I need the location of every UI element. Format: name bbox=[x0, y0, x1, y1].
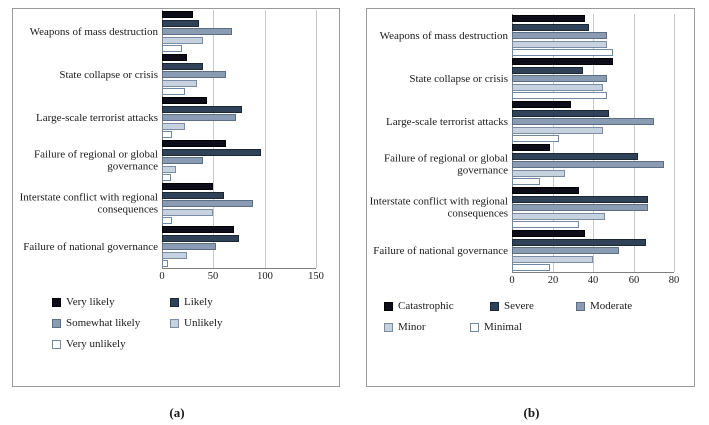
bar bbox=[512, 75, 607, 82]
bar bbox=[512, 256, 593, 263]
panel-b-caption: (b) bbox=[523, 405, 540, 420]
legend-item bbox=[384, 321, 456, 333]
bar bbox=[162, 54, 187, 61]
bar bbox=[162, 217, 172, 224]
chart-a-legend bbox=[52, 296, 312, 359]
tick-label: 150 bbox=[308, 271, 324, 282]
bar bbox=[162, 20, 199, 27]
bar bbox=[512, 67, 583, 74]
legend-row bbox=[384, 300, 684, 312]
bar bbox=[162, 174, 171, 181]
value-axis bbox=[159, 10, 324, 282]
bar bbox=[512, 58, 613, 65]
bar bbox=[512, 118, 654, 125]
category-label: Large-scale terrorist attacks bbox=[386, 115, 508, 128]
tick-label: 0 bbox=[159, 271, 165, 282]
bar bbox=[162, 123, 185, 130]
bar bbox=[512, 239, 646, 246]
tick-label: 40 bbox=[587, 275, 599, 286]
legend-label: Moderate bbox=[590, 300, 633, 312]
gridline bbox=[265, 10, 266, 268]
tick-label: 60 bbox=[628, 275, 640, 286]
bar bbox=[512, 178, 540, 185]
tick-label: 80 bbox=[668, 275, 680, 286]
legend-swatch-icon bbox=[384, 323, 393, 332]
bar bbox=[512, 153, 638, 160]
bar bbox=[512, 127, 603, 134]
legend-label: Minimal bbox=[484, 321, 522, 333]
bar bbox=[162, 260, 168, 267]
bar bbox=[162, 183, 213, 190]
bar bbox=[162, 97, 207, 104]
category-label: Failure of regional or global governance bbox=[383, 152, 508, 177]
bar bbox=[162, 11, 193, 18]
legend-item bbox=[170, 296, 260, 308]
legend-label: Severe bbox=[504, 300, 534, 312]
bar bbox=[512, 110, 609, 117]
legend-label: Very likely bbox=[66, 296, 115, 308]
category-label: Interstate conflict with regional consequences bbox=[369, 195, 508, 220]
bar bbox=[512, 247, 619, 254]
legend-swatch-icon bbox=[384, 302, 393, 311]
category-label: Failure of national governance bbox=[373, 244, 508, 257]
legend-swatch-icon bbox=[490, 302, 499, 311]
legend-label: Somewhat likely bbox=[66, 317, 141, 329]
legend-swatch-icon bbox=[470, 323, 479, 332]
panel-a-caption: (a) bbox=[169, 405, 185, 420]
bar bbox=[512, 204, 648, 211]
category-label: Weapons of mass destruction bbox=[379, 29, 508, 42]
bar bbox=[162, 149, 261, 156]
tick-label: 0 bbox=[509, 275, 515, 286]
tick-label: 100 bbox=[257, 271, 273, 282]
bar bbox=[512, 135, 559, 142]
gridline bbox=[316, 10, 317, 268]
legend-item bbox=[52, 338, 156, 350]
bar bbox=[162, 114, 236, 121]
category-label: Large-scale terrorist attacks bbox=[36, 111, 158, 124]
bar bbox=[162, 157, 203, 164]
legend-swatch-icon bbox=[170, 319, 179, 328]
bar bbox=[512, 15, 585, 22]
bar bbox=[162, 243, 216, 250]
bar bbox=[162, 28, 232, 35]
bar bbox=[512, 213, 605, 220]
legend-row bbox=[52, 338, 312, 350]
bar bbox=[162, 71, 226, 78]
bar bbox=[512, 170, 565, 177]
legend-item bbox=[170, 317, 260, 329]
bar bbox=[512, 84, 603, 91]
bar bbox=[162, 166, 176, 173]
legend-item bbox=[52, 296, 156, 308]
legend-swatch-icon bbox=[52, 340, 61, 349]
bar bbox=[162, 80, 197, 87]
bar bbox=[512, 221, 579, 228]
bar bbox=[512, 161, 664, 168]
chart-a-plot-area bbox=[10, 10, 324, 282]
bar bbox=[162, 131, 172, 138]
bar bbox=[162, 235, 239, 242]
tick-label: 50 bbox=[207, 271, 219, 282]
category-label: State collapse or crisis bbox=[409, 72, 508, 85]
bar bbox=[162, 37, 203, 44]
legend-swatch-icon bbox=[170, 298, 179, 307]
bar bbox=[512, 196, 648, 203]
bar bbox=[162, 226, 234, 233]
legend-row bbox=[52, 317, 312, 329]
legend-swatch-icon bbox=[52, 319, 61, 328]
category-label: Weapons of mass destruction bbox=[29, 25, 158, 38]
legend-label: Minor bbox=[398, 321, 426, 333]
category-label: Interstate conflict with regional consequences bbox=[19, 191, 158, 216]
legend-row bbox=[52, 296, 312, 308]
panel-b bbox=[354, 0, 709, 425]
bar bbox=[162, 192, 224, 199]
legend-label: Very unlikely bbox=[66, 338, 126, 350]
value-axis bbox=[509, 14, 680, 286]
bar bbox=[512, 32, 607, 39]
tick-label: 20 bbox=[547, 275, 559, 286]
legend-label: Likely bbox=[184, 296, 213, 308]
legend-swatch-icon bbox=[576, 302, 585, 311]
bar bbox=[162, 45, 182, 52]
legend-item bbox=[470, 321, 542, 333]
chart-b-legend bbox=[384, 300, 684, 342]
bar bbox=[512, 144, 550, 151]
chart-b-plot-area bbox=[364, 14, 680, 286]
category-label: State collapse or crisis bbox=[59, 68, 158, 81]
bar bbox=[512, 101, 571, 108]
legend-swatch-icon bbox=[52, 298, 61, 307]
category-axis-labels bbox=[10, 10, 165, 282]
legend-label: Catastrophic bbox=[398, 300, 454, 312]
legend-item bbox=[576, 300, 656, 312]
legend-label: Unlikely bbox=[184, 317, 223, 329]
bar bbox=[162, 200, 253, 207]
legend-item bbox=[384, 300, 476, 312]
legend-row bbox=[384, 321, 684, 333]
panel-a bbox=[0, 0, 354, 425]
bar bbox=[512, 230, 585, 237]
bar bbox=[162, 209, 213, 216]
axis-bottom-line bbox=[162, 268, 316, 269]
category-label: Failure of regional or global governance bbox=[33, 148, 158, 173]
bar bbox=[162, 63, 203, 70]
axis-bottom-line bbox=[512, 272, 674, 273]
legend-item bbox=[490, 300, 562, 312]
bar bbox=[512, 24, 589, 31]
bar bbox=[512, 41, 607, 48]
bar bbox=[512, 92, 607, 99]
bar bbox=[162, 140, 226, 147]
legend-item bbox=[52, 317, 156, 329]
bar bbox=[512, 49, 613, 56]
bar bbox=[162, 252, 187, 259]
bar bbox=[512, 264, 550, 271]
bar bbox=[512, 187, 579, 194]
gridline bbox=[674, 14, 675, 272]
bar bbox=[162, 106, 242, 113]
gridline bbox=[634, 14, 635, 272]
bar bbox=[162, 88, 185, 95]
category-label: Failure of national governance bbox=[23, 240, 158, 253]
category-axis-labels bbox=[364, 14, 515, 286]
